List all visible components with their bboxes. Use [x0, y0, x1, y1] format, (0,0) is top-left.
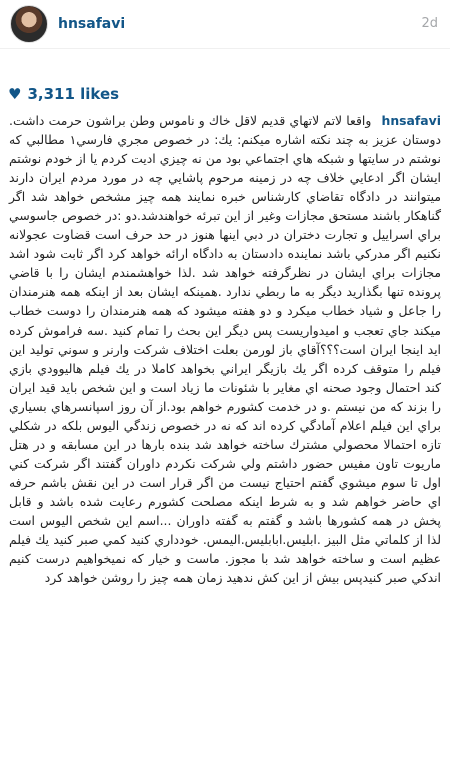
post-username[interactable]: hnsafavi — [58, 16, 126, 32]
caption-text: واقعا لاتم لاتهاي قديم لاقل خاك و ناموس وطن براشون حرمت داشت. دوستان عزيز به چند نكته اشاره ميكنم: يك: در خصوص مجري فارسي١ مطالبي كه نوشتم در سايتها و شبكه هاي اجتماعي بود من نه چيزي اديت كردم يا از خودم نوشتم ايشان اگر ادعايي خلاف چه در زمينه مرحوم پاشايي چه در مورد مردم ايران دارند ميتوانند در دادگاه تقاضاي كارشناس خبره نمايند همه چيز مشخص خواهد شد اگر گناهكار باشند مستحق مجازات وغير از اين تبرئه خواهندشد.دو :در خصوص جاسوسي براي اسراييل و تجارت دختران در دبي اينها هنوز در حد حرف است قضاوت عجولانه نكنيم اگر مدركي باشد نماينده دادستان به دادگاه ارائه خواهد كرد اگر ثابت شود اشد مجازات براي ايشان در نظرگرفته خواهد شد .لذا خواهشمندم ايشان را با قاضي پرونده تنها بگذاريد ديگر به ما ربطي ندارد .همينكه ايشان بعد از اينكه همه هنرمندان را جاعل و شياد خطاب ميكرد و دو هفته ميشود كه همه هنرمندان را دوست خطاب ميكند جاي تعجب و اميدواريست پس ديگر اين بحث را تمام كنيد .سه فراموش كرده ايد اينجا ايران است؟؟؟آقاي باز لورمن بعلت اختلاف شركت وارنر و سوني توليد اين فيلم را متوقف كرده اگر يك بازيگر ايراني بخواهد كاملا در يك فيلم هاليوودي بازي كند احتمال وجود صحنه اي مغاير با شئونات ما زياد است و اين شخص بايد قيد ايران را بزند كه من نيستم .و در خدمت كشورم خواهم بود.از آن روز اسپانسرهاي بسياري براي اين فيلم اعلام آمادگي كرده اند كه نه در خصوص زندگي اليوس بلكه در شكلي تازه احتمالا محصولي مشترك ساخته خواهد شد بنده بارها در اين مسابقه و در هتل ماريوت تاون مفيس حضور داشتم ولي شركت نكردم داوران گفتند اگر شركت كني اول تا سوم ميشوي گفتم احتياج نيست من اگر قرار است در اين نقش باشم حرفه اي حاضر خواهم شد و به شرط اينكه مصلحت كشورم رعايت شده باشد و قابل پخش در همه كشورها باشد و گفتم به گفته داوران ...اسم اين شخص اليوس است لذا از كلماتي مثل البيز .ابليس.ابابليس.اليمس. خودداري كنيد كمي صبر كنيد يك فيلم عظيم است و ساخته خواهد شد با مجوز. ماست و خيار كه نميخواهيم درست كنيم اندكي صبر كنيدپس بيش از اين كش ندهيد زمان همه چيز را روشن خواهد كرد — [9, 113, 442, 586]
likes-count[interactable]: 3,311 likes — [27, 85, 120, 103]
post-header — [0, 0, 450, 49]
likes-row — [0, 79, 450, 109]
avatar[interactable] — [10, 5, 48, 43]
caption-author[interactable]: hnsafavi — [381, 113, 441, 128]
post-caption — [0, 109, 450, 587]
post-timestamp[interactable]: 2d — [421, 16, 438, 31]
heart-icon: ♥ — [8, 85, 22, 103]
